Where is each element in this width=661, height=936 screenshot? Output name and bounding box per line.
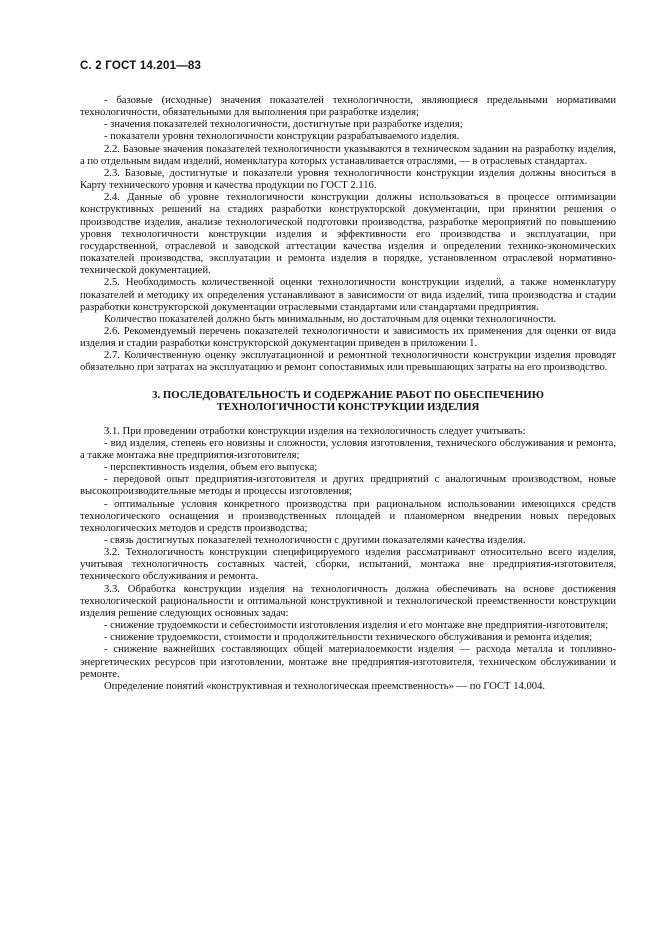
list-item: - значения показателей технологичности, достигнутые при разработке изделия;: [104, 119, 463, 131]
list-item: - показатели уровня технологичности конструкции разрабатываемого изделия.: [104, 131, 460, 143]
paragraph-2-3: 2.3. Базовые, достигнутые и показатели уровня технологичности конструкции изделия должны вноситься в Карту технического уровня и качества продукции по ГОСТ 2.116.: [80, 167, 616, 192]
list-item: - снижение важнейших составляющих общей материалоемкости изделия — расхода металла и топливно-энергетических ресурсов при изготовлении, монтаже вне предприятия-изготовителя, техническом обслуживании и ремонте.: [80, 644, 616, 680]
list-item: - базовые (исходные) значения показателей технологичности, являющиеся предельными нормативами технологичности, обязательными для выполнения при разработке изделия;: [80, 95, 616, 119]
paragraph-2-6: 2.6. Рекомендуемый перечень показателей технологичности и зависимость их применения для оценки от вида изделия и стадии разработки конструкторской документации приведен в приложении 1.: [80, 325, 616, 350]
paragraph-3-2: 3.2. Технологичность конструкции специфицируемого изделия рассматривают относительно всего изделия, учитывая технологичность составных частей, сборки, испытаний, монтажа вне предприятия-изготовителя, технического обслуживания и ремонта.: [80, 547, 616, 583]
section-title-line: ТЕХНОЛОГИЧНОСТИ КОНСТРУКЦИИ ИЗДЕЛИЯ: [216, 401, 480, 414]
list-item: - снижение трудоемкости, стоимости и продолжительности технического обслуживания и ремонта изделия;: [104, 632, 593, 644]
document-body: [80, 95, 616, 693]
paragraph-2-4: 2.4. Данные об уровне технологичности конструкции должны использоваться в процессе оптимизации конструктивных решений на стадиях разработки конструкторской документации, при принятии решения о производстве изделия, анализе технологической подготовки производства, разработке мероприятий по повышению уровня технологичности конструкции изделия и эффективности его производства и эксплуатации, при государственной, отраслевой и заводской аттестации качества изделия и определении технико-экономических показателей производства, эксплуатации и ремонта изделия в порядке, установленном отраслевой нормативно-технической документацией.: [80, 192, 616, 277]
paragraph-3-1: 3.1. При проведении отработки конструкции изделия на технологичность следует учитывать:: [104, 425, 526, 437]
section-title-line: 3. ПОСЛЕДОВАТЕЛЬНОСТЬ И СОДЕРЖАНИЕ РАБОТ ПО ОБЕСПЕЧЕНИЮ: [152, 388, 544, 401]
paragraph-2-7: 2.7. Количественную оценку эксплуатационной и ремонтной технологичности конструкции изделия проводят обязательно при затратах на эксплуатацию и ремонт сопоставимых или превышающих затраты на его производство.: [80, 350, 616, 374]
list-item: - оптимальные условия конкретного производства при рациональном использовании имеющихся средств технологического оснащения и производственных площадей и планомерном внедрении новых передовых технологических методов и средств производства;: [80, 498, 616, 534]
list-item: - связь достигнутых показателей технологичности с другими показателями качества изделия.: [104, 535, 526, 546]
paragraph-definition: Определение понятий «конструктивная и технологическая преемственность» — по ГОСТ 14.004.: [104, 680, 546, 692]
list-item: - перспективность изделия, объем его выпуска;: [104, 462, 318, 474]
list-item: - снижение трудоемкости и себестоимости изготовления изделия и его монтаже вне предприятия-изготовителя;: [104, 620, 609, 632]
paragraph-2-5: 2.5. Необходимость количественной оценки технологичности конструкции изделий, а также номенклатуру показателей и методику их определения устанавливают в зависимости от вида изделий, типа производства и стадии разработки конструкторской документации отраслевыми стандартами или стандартами предприятия.: [80, 277, 616, 313]
paragraph-2-2: 2.2. Базовые значения показателей технологичности указываются в техническом задании на разработку изделия, а по отдельным видам изделий, номенклатура которых устанавливается отраслями, — в отраслевых стандартах.: [80, 143, 616, 167]
list-item: - передовой опыт предприятия-изготовителя и других предприятий с аналогичным производством, новые высокопроизводительные методы и процессы изготовления;: [80, 474, 616, 498]
section-title: [80, 389, 616, 414]
page-header: С. 2 ГОСТ 14.201—83: [80, 60, 202, 72]
paragraph-indicator-count: Количество показателей должно быть минимальным, но достаточным для оценки технологичности.: [104, 313, 557, 325]
paragraph-3-3: 3.3. Обработка конструкции изделия на технологичность должна обеспечивать на основе достижения технологической рациональности и оптимальной конструктивной и технологической преемственности конструкции изделия решение следующих основных задач:: [80, 583, 616, 619]
list-item: - вид изделия, степень его новизны и сложности, условия изготовления, технического обслуживания и ремонта, а также монтажа вне предприятия-изготовителя;: [80, 437, 616, 461]
